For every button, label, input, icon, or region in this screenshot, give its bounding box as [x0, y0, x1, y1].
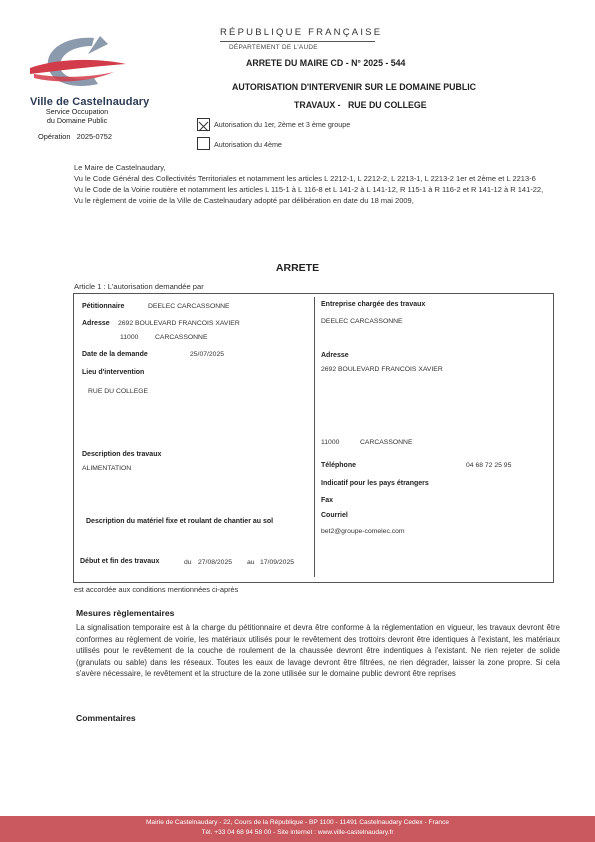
operation-value: 2025-0752	[76, 132, 112, 141]
intro-line: Le Maire de Castelnaudary,	[74, 163, 166, 172]
ville-value: CARCASSONNE	[155, 334, 208, 341]
travaux-value: RUE DU COLLEGE	[347, 100, 427, 110]
au-value: 17/09/2025	[260, 559, 295, 566]
lieu-value: RUE DU COLLEGE	[88, 388, 149, 395]
checkbox-groupes-1-2-3[interactable]	[197, 118, 210, 131]
adresse-label: Adresse	[82, 320, 110, 327]
description-label: Description des travaux	[82, 451, 162, 458]
petitionnaire-value: DEELEC CARCASSONNE	[148, 303, 230, 310]
intro-visas	[74, 162, 564, 206]
courriel-value: bet2@groupe-comelec.com	[321, 528, 405, 535]
frame-divider	[314, 297, 315, 577]
town-name: Ville de Castelnaudary	[30, 96, 150, 108]
lieu-label: Lieu d'intervention	[82, 369, 145, 376]
accordee-text: est accordée aux conditions mentionnées ci-après	[74, 585, 239, 594]
checkbox-label-groupes-1-2-3: Autorisation du 1er, 2ème et 3 ème groupe	[214, 120, 351, 129]
du-label: du	[184, 559, 192, 566]
departement: DÉPARTEMENT DE L'AUDE	[229, 44, 318, 51]
footer-contact: Tél. +33 04 68 94 58 00 - Site internet : www.ville-castelnaudary.fr	[201, 829, 394, 836]
intro-line: Vu le Code Général des Collectivités Territoriales et notamment les articles L 2212-1, L 2212-2, L 2213-1, L 2213-2 1er et 2ème et L 2213-6	[74, 174, 536, 183]
description-value: ALIMENTATION	[82, 465, 132, 472]
subject-title: AUTORISATION D'INTERVENIR SUR LE DOMAINE PUBLIC	[232, 82, 477, 92]
ent-ville-value: CARCASSONNE	[360, 439, 413, 446]
republique-divider	[220, 41, 375, 42]
entreprise-value: DEELEC CARCASSONNE	[321, 318, 403, 325]
operation-label: Opération	[38, 132, 71, 141]
materiel-label: Description du matériel fixe et roulant de chantier au sol	[86, 518, 274, 525]
entreprise-label: Entreprise chargée des travaux	[321, 301, 426, 308]
du-value: 27/08/2025	[198, 559, 233, 566]
ent-adresse-label: Adresse	[321, 352, 349, 359]
check-x-icon	[198, 121, 209, 132]
date-demande-label: Date de la demande	[82, 351, 148, 358]
mesures-title: Mesures règlementaires	[76, 608, 175, 618]
intro-line: Vu le règlement de voirie de la Ville de Castelnaudary adopté par délibération en date du 18 mai 2009,	[74, 196, 414, 205]
intro-line: Vu le Code de la Voirie routière et notamment les articles L 115-1 à L 116-8 et L 141-2 à L 141-12, R 115-1 à R 116-2 et R 141-12 à R 141-22,	[74, 185, 544, 194]
ville-logo-icon	[28, 34, 128, 96]
cp-value: 11000	[120, 334, 139, 341]
footer-address: Mairie de Castelnaudary - 22, Cours de la République - BP 1100 - 11491 Castelnaudary Cedex - France	[145, 819, 450, 826]
operation-number	[38, 132, 112, 141]
service-line2: du Domaine Public	[46, 115, 108, 125]
debut-fin-label: Début et fin des travaux	[80, 558, 160, 565]
telephone-label: Téléphone	[321, 462, 357, 469]
indicatif-label: Indicatif pour les pays étrangers	[321, 480, 429, 487]
petitionnaire-label: Pétitionnaire	[82, 303, 125, 310]
commentaires-title: Commentaires	[76, 713, 136, 723]
telephone-value: 04 68 72 25 95	[466, 462, 512, 469]
checkbox-groupe-4[interactable]	[197, 137, 210, 150]
courriel-label: Courriel	[321, 512, 348, 519]
checkbox-label-groupe-4: Autorisation du 4ème	[214, 140, 282, 149]
travaux-title	[294, 100, 427, 110]
ent-cp-value: 11000	[321, 439, 340, 446]
arrete-number: ARRETE DU MAIRE CD - N° 2025 - 544	[246, 58, 406, 68]
service-name	[42, 108, 112, 125]
ent-adresse-value: 2692 BOULEVARD FRANCOIS XAVIER	[321, 366, 443, 373]
date-demande-value: 25/07/2025	[190, 351, 225, 358]
article-1: Article 1 : L'autorisation demandée par	[74, 282, 204, 291]
travaux-label: TRAVAUX -	[294, 100, 341, 110]
service-line1: Service Occupation	[45, 107, 109, 116]
adresse-value: 2692 BOULEVARD FRANCOIS XAVIER	[118, 320, 240, 327]
mesures-text: La signalisation temporaire est à la charge du pétitionnaire et devra être conforme à la réglementation en vigueur, les travaux devront être conformes au règlement de voirie, les matériaux utilisés pour le revêtement des trottoirs devront être identiques à l'existant, les matériaux utilisés pour le revêtement de la couche de roulement de la chaussée devront être indentiques à l'existant. Ne rien rejeter de solide (granulats ou sable) dans les réseaux. Toutes les eaux de lavage devront être filtrées, ne rien dégrader, laisser la zone propre. Si cela s'avère nécessaire, le revêtement et la structure de la zone utilisée sur le domaine public devront être reprises	[76, 623, 560, 679]
arrete-heading: ARRETE	[275, 262, 320, 274]
fax-label: Fax	[321, 497, 334, 504]
republique-title: RÉPUBLIQUE FRANÇAISE	[220, 27, 383, 38]
au-label: au	[247, 559, 255, 566]
